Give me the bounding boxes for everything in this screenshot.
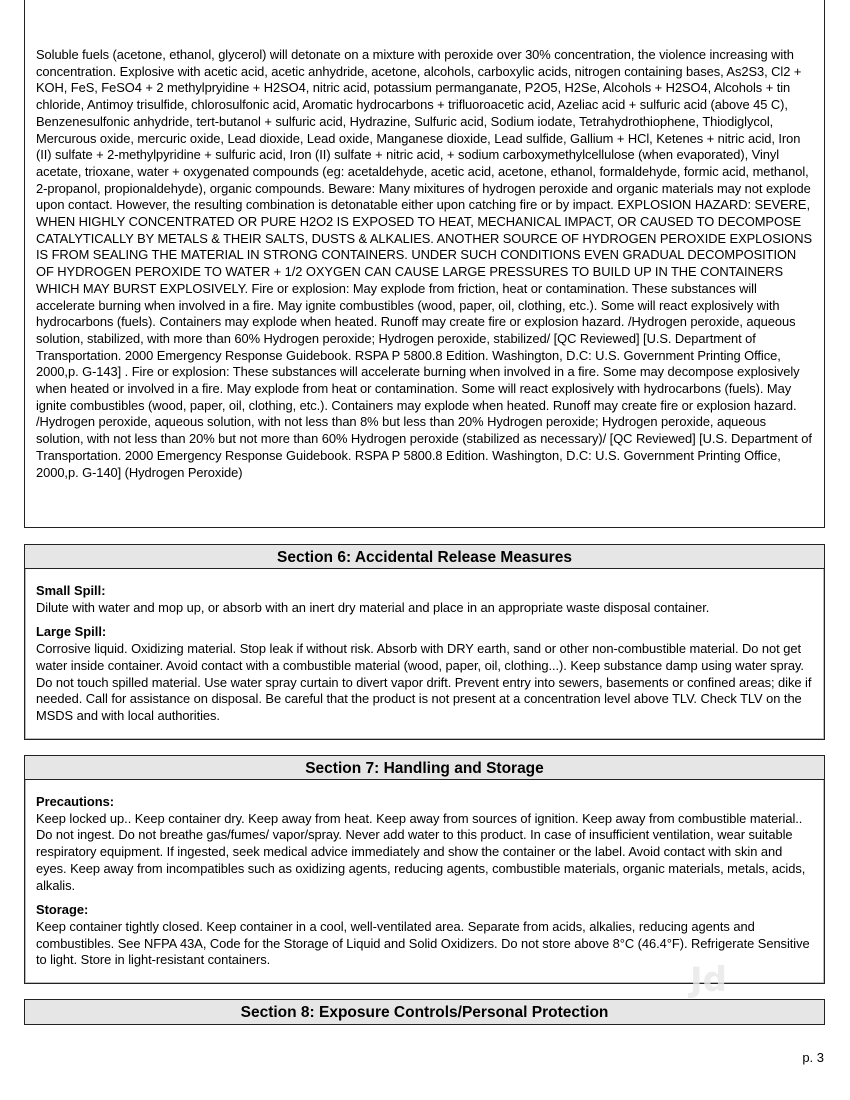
section8-box <box>24 999 825 1025</box>
large-spill-text: Corrosive liquid. Oxidizing material. Stop leak if without risk. Absorb with DRY earth, sand or other non-combustible material. Do not get water inside container. Avoid contact with a combustible material (wood, paper, oil, clothing...). Keep substance damp using water spray. Do not touch spilled material. Use water spray curtain to divert vapor drift. Prevent entry into sewers, basements or confined areas; dike if needed. Call for assistance on disposal. Be careful that the product is not present at a concentration level above TLV. Check TLV on the MSDS and with local authorities. <box>36 641 812 723</box>
small-spill-label: Small Spill: <box>36 583 106 598</box>
section5-continuation-text: Soluble fuels (acetone, ethanol, glycerol) will detonate on a mixture with peroxide over 30% concentration, the violence increasing with concentration. Explosive with acetic acid, acetic anhydride, acetone, alcohols, carboxylic acids, nitrogen containing bases, As2S3, Cl2 + KOH, FeS, FeSO4 + 2 methylpryidine + H2SO4, nitric acid, potassium permanganate, P2O5, H2Se, Alcohols + H2SO4, Alcohols + tin chloride, Antimoy trisulfide, chlorosulfonic acid, Aromatic hydrocarbons + trifluoroacetic acid, Azeliac acid + sulfuric acid (above 45 C), Benzenesulfonic anhydride, tert-butanol + sulfuric acid, Hydrazine, Sulfuric acid, Sodium iodate, Tetrahydrothiophene, Thiodiglycol, Mercurous oxide, mercuric oxide, Lead dioxide, Lead oxide, Manganese dioxide, Lead sulfide, Gallium + HCl, Ketenes + nitric acid, Iron (II) sulfate + 2-methylpyridine + sulfuric acid, Iron (II) sulfate + nitric acid, + sodium carboxymethylcellulose (when evaporated), Vinyl acetate, trioxane, water + oxygenated compounds (eg: acetaldehyde, acetic acid, acetone, ethanol, formaldehyde, formic acid, methanol, 2-propanol, propionaldehyde), organic compounds. Beware: Many mixitures of hydrogen peroxide and organic materials may not explode upon contact. However, the resulting combination is detonatable either upon catching fire or by impact. EXPLOSION HAZARD: SEVERE, WHEN HIGHLY CONCENTRATED OR PURE H2O2 IS EXPOSED TO HEAT, MECHANICAL IMPACT, OR CAUSED TO DECOMPOSE CATALYTICALLY BY METALS & THEIR SALTS, DUSTS & ALKALIES. ANOTHER SOURCE OF HYDROGEN PEROXIDE EXPLOSIONS IS FROM SEALING THE MATERIAL IN STRONG CONTAINERS. UNDER SUCH CONDITIONS EVEN GRADUAL DECOMPOSITION OF HYDROGEN PEROXIDE TO WATER + 1/2 OXYGEN CAN CAUSE LARGE PRESSURES TO BUILD UP IN THE CONTAINERS WHICH MAY BURST EXPLOSIVELY. Fire or explosion: May explode from friction, heat or contamination. These substances will accelerate burning when involved in a fire. May ignite combustibles (wood, paper, oil, clothing, etc.). Some will react explosively with hydrocarbons (fuels). Containers may explode when heated. Runoff may create fire or explosion hazard. /Hydrogen peroxide, aqueous solution, stabilized, with more than 60% Hydrogen peroxide; Hydrogen peroxide, stabilized/ [QC Reviewed] [U.S. Department of Transportation. 2000 Emergency Response Guidebook. RSPA P 5800.8 Edition. Washington, D.C: U.S. Government Printing Office, 2000,p. G-143] . Fire or explosion: These substances will accelerate burning when involved in a fire. Some may decompose explosively when heated or involved in a fire. May explode from heat or contamination. Some will react explosively with hydrocarbons (fuels). May ignite combustibles (wood, paper, oil, clothing, etc.). Containers may explode when heated. Runoff may create fire or explosion hazard. /Hydrogen peroxide, aqueous solution, with not less than 8% but less than 20% Hydrogen peroxide; Hydrogen peroxide, aqueous solution, with not less than 20% but not more than 60% Hydrogen peroxide (stabilized as necessary)/ [QC Reviewed] [U.S. Department of Transportation. 2000 Emergency Response Guidebook. RSPA P 5800.8 Edition. Washington, D.C: U.S. Government Printing Office, 2000,p. G-140] (Hydrogen Peroxide) <box>36 47 813 480</box>
section6-box <box>24 544 825 740</box>
large-spill-label: Large Spill: <box>36 624 107 640</box>
section6-title: Section 6: Accidental Release Measures <box>25 545 824 569</box>
watermark-logo: Jd <box>690 960 727 1000</box>
precautions-text: Keep locked up.. Keep container dry. Keep away from heat. Keep away from sources of ignition. Keep away from combustible material.. Do not ingest. Do not breathe gas/fumes/ vapor/spray. Never add water to this product. In case of insufficient ventilation, wear suitable respiratory equipment. If ingested, seek medical advice immediately and show the container or the label. Avoid contact with skin and eyes. Keep away from incompatibles such as oxidizing agents, reducing agents, combustible materials, organic materials, metals, acids, alkalis. <box>36 810 806 893</box>
section8-title: Section 8: Exposure Controls/Personal Protection <box>25 1000 824 1024</box>
storage-text: Keep container tightly closed. Keep container in a cool, well-ventilated area. Separate from acids, alkalies, reducing agents and combustibles. See NFPA 43A, Code for the Storage of Liquid and Solid Oxidizers. Do not store above 8°C (46.4°F). Refrigerate Sensitive to light. Store in light-resistant containers. <box>36 918 810 968</box>
section7-title: Section 7: Handling and Storage <box>25 756 824 780</box>
section7-box <box>24 755 825 984</box>
small-spill-text: Dilute with water and mop up, or absorb with an inert dry material and place in an appropriate waste disposal container. <box>36 599 710 615</box>
section5-continuation-box <box>24 0 825 528</box>
precautions-label: Precautions: <box>36 794 115 809</box>
storage-label: Storage: <box>36 902 89 918</box>
page-number: p. 3 <box>802 1050 824 1065</box>
